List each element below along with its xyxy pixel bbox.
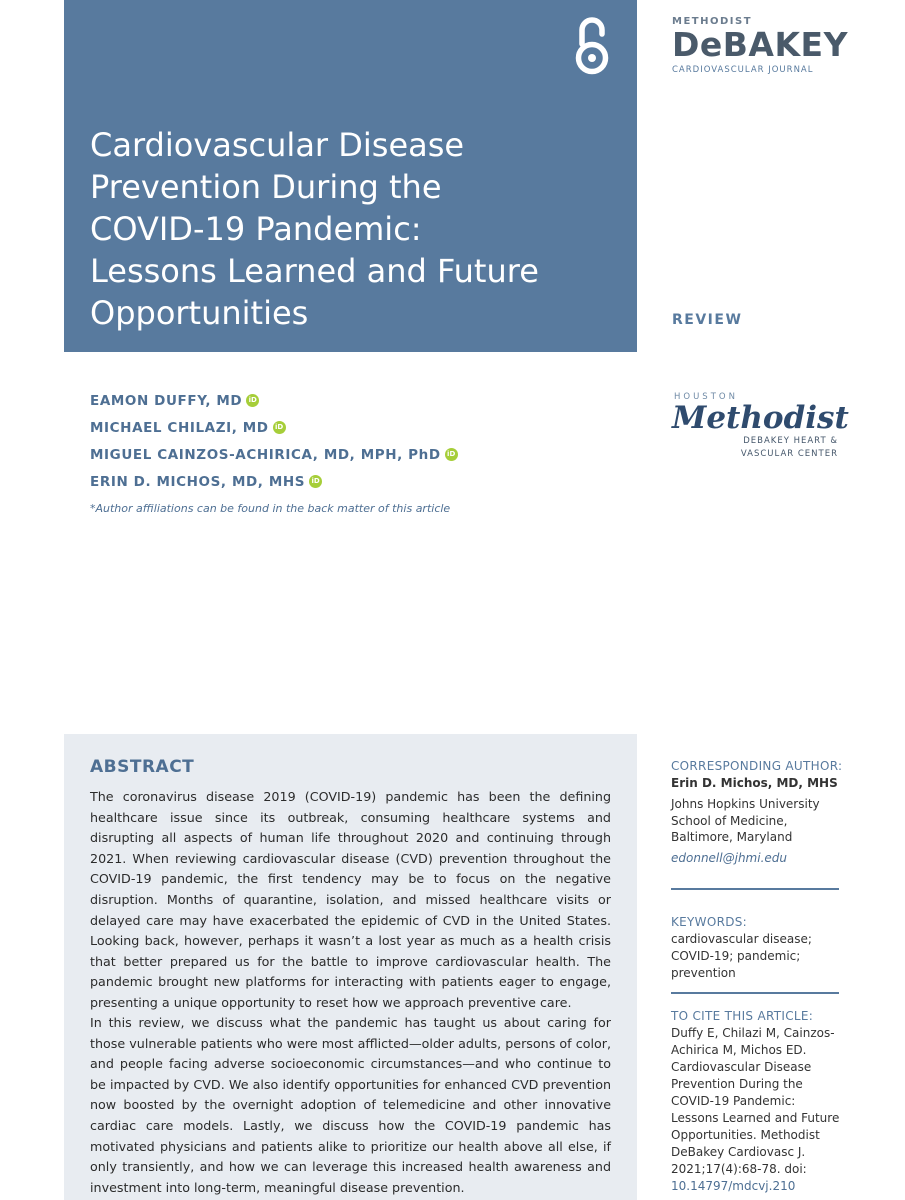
- author-name: EAMON DUFFY, MD: [90, 393, 243, 409]
- title-line: Opportunities: [90, 294, 309, 332]
- open-access-icon: [572, 14, 612, 76]
- corresponding-author-label: CORRESPONDING AUTHOR:: [671, 759, 843, 773]
- citation-text: Duffy E, Chilazi M, Cainzos-Achirica M, Michos ED. Cardiovascular Disease Prevention During the COVID-19 Pandemic: Lessons Learned and Future Opportunities. Methodist DeBakey Cardiovasc J. 2021;17(4):68-78. doi:: [671, 1026, 840, 1176]
- corresponding-author-institution: Johns Hopkins University School of Medicine, Baltimore, Maryland: [671, 797, 820, 844]
- sidebar-divider: [671, 888, 839, 890]
- institution-logo: [672, 392, 849, 460]
- institution-logo-top: HOUSTON: [674, 392, 738, 402]
- author-item[interactable]: [90, 474, 458, 501]
- corresponding-author-block: [671, 758, 846, 867]
- orcid-icon[interactable]: iD: [246, 394, 259, 407]
- author-name: MIGUEL CAINZOS-ACHIRICA, MD, MPH, PhD: [90, 447, 441, 463]
- article-title: [90, 124, 610, 334]
- citation-label: TO CITE THIS ARTICLE:: [671, 1009, 814, 1023]
- journal-logo: [672, 16, 848, 75]
- title-banner: [64, 0, 637, 352]
- author-item[interactable]: [90, 420, 458, 447]
- author-item[interactable]: [90, 393, 458, 420]
- author-item[interactable]: [90, 447, 458, 474]
- institution-logo-sub-2: VASCULAR CENTER: [740, 449, 838, 459]
- keywords-block: [671, 914, 846, 982]
- orcid-icon[interactable]: iD: [309, 475, 322, 488]
- citation-doi-link[interactable]: 10.14797/mdcvj.210: [671, 1179, 796, 1193]
- author-name: MICHAEL CHILAZI, MD: [90, 420, 269, 436]
- institution-logo-sub-1: DEBAKEY HEART &: [743, 436, 838, 446]
- corresponding-author-name: Erin D. Michos, MD, MHS: [671, 776, 838, 790]
- title-line: COVID-19 Pandemic:: [90, 210, 422, 248]
- institution-logo-name: Methodist: [672, 400, 849, 436]
- keywords-label: KEYWORDS:: [671, 915, 748, 929]
- corresponding-author-email[interactable]: edonnell@jhmi.edu: [671, 850, 787, 865]
- author-name: ERIN D. MICHOS, MD, MHS: [90, 474, 306, 490]
- abstract-section: [64, 734, 637, 1200]
- orcid-icon[interactable]: iD: [273, 421, 286, 434]
- abstract-paragraph-1: The coronavirus disease 2019 (COVID-19) pandemic has been the defining healthcare issue since its outbreak, consuming healthcare systems and disrupting all aspects of human life throughout 2020 and continuing through 2021. When reviewing cardiovascular disease (CVD) prevention throughout the COVID-19 pandemic, the first tendency may be to focus on the negative disruption. Months of quarantine, isolation, and missed healthcare visits or delayed care may have exacerbated the epidemic of CVD in the United States. Looking back, however, perhaps it wasn’t a lost year as much as a health crisis that better prepared us for the battle to improve cardiovascular health. The pandemic brought new platforms for interacting with patients eager to engage, presenting a unique opportunity to reset how we approach preventive care.: [90, 789, 611, 1010]
- abstract-paragraph-2: In this review, we discuss what the pandemic has taught us about caring for those vulnerable patients who were most afflicted—older adults, persons of color, and people facing adverse socioeconomic circumstances—and who continue to be impacted by CVD. We also identify opportunities for enhanced CVD prevention now boosted by the overnight adoption of telemedicine and other innovative cardiac care models. Lastly, we discuss how the COVID-19 pandemic has motivated physicians and patients alike to prioritize our health above all else, if only transiently, and how we can leverage this increased health awareness and investment into long-term, meaningful disease prevention.: [90, 1015, 611, 1195]
- citation-block: [671, 1008, 846, 1195]
- author-list: [90, 393, 458, 501]
- article-type-label: REVIEW: [672, 312, 743, 328]
- orcid-icon[interactable]: iD: [445, 448, 458, 461]
- journal-logo-top: METHODIST: [672, 16, 753, 27]
- affiliations-note: *Author affiliations can be found in the back matter of this article: [90, 502, 451, 515]
- journal-logo-name: DeBAKEY: [672, 25, 848, 64]
- title-line: Cardiovascular Disease: [90, 126, 465, 164]
- title-line: Lessons Learned and Future: [90, 252, 539, 290]
- sidebar-divider: [671, 992, 839, 994]
- title-line: Prevention During the: [90, 168, 442, 206]
- keywords-text: cardiovascular disease; COVID-19; pandemic; prevention: [671, 932, 812, 980]
- abstract-heading: ABSTRACT: [90, 757, 195, 777]
- journal-logo-subtitle: CARDIOVASCULAR JOURNAL: [672, 65, 814, 75]
